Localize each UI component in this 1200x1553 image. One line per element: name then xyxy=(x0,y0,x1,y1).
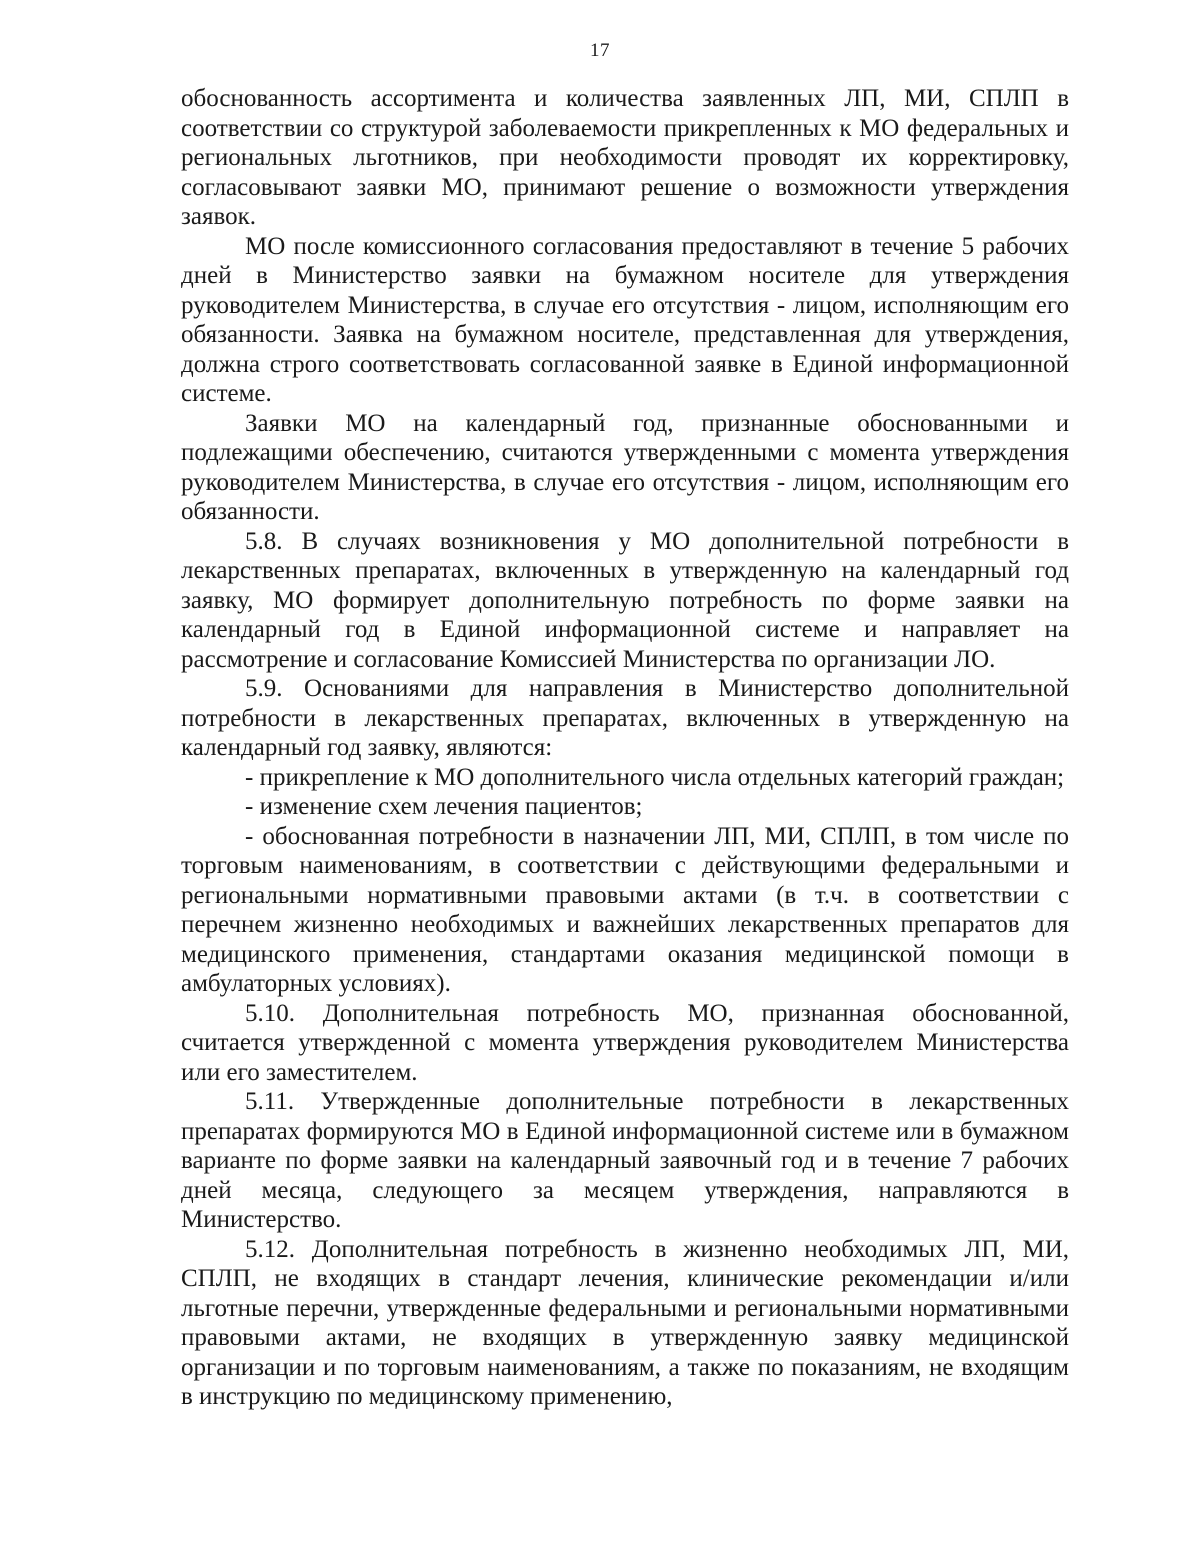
paragraph-submission: МО после комиссионного согласования предоставляют в течение 5 рабочих дней в Министерство заявки на бумажном носителе для утверждения руководителем Министерства, в случае его отсутствия - лицом, исполняющим его обязанности. Заявка на бумажном носителе, представленная для утверждения, должна строго соответствовать согласованной заявке в Единой информационной системе. xyxy=(181,232,1069,407)
paragraph-5-9: 5.9. Основаниями для направления в Министерство дополнительной потребности в лекарственных препаратах, включенных в утвержденную на календарный год заявку, являются: xyxy=(181,675,1069,761)
paragraph-5-8: 5.8. В случаях возникновения у МО дополнительной потребности в лекарственных препаратах, включенных в утвержденную на календарный год заявку, МО формирует дополнительную потребность по форме заявки на календарный год в Единой информационной системе и направляет на рассмотрение и согласование Комиссией Министерства по организации ЛО. xyxy=(181,527,1069,673)
paragraph-5-12: 5.12. Дополнительная потребность в жизненно необходимых ЛП, МИ, СПЛП, не входящих в стандарт лечения, клинические рекомендации и/или льготные перечни, утвержденные федеральными и региональными нормативными правовыми актами, не входящих в утвержденную заявку медицинской организации и по торговым наименованиям, а также по показаниям, не входящим в инструкцию по медицинскому применению, xyxy=(181,1235,1069,1410)
paragraph-continuation: обоснованность ассортимента и количества заявленных ЛП, МИ, СПЛП в соответствии со структурой заболеваемости прикрепленных к МО федеральных и региональных льготников, при необходимости проводят их корректировку, согласовывают заявки МО, принимают решение о возможности утверждения заявок. xyxy=(181,85,1069,230)
list-item-treatment-change: - изменение схем лечения пациентов; xyxy=(245,793,643,820)
paragraph-approval: Заявки МО на календарный год, признанные обоснованными и подлежащими обеспечению, считаются утвержденными с момента утверждения руководителем Министерства, в случае его отсутствия - лицом, исполняющим его обязанности. xyxy=(181,409,1069,525)
list-item-justified-need: - обоснованная потребности в назначении ЛП, МИ, СПЛП, в том числе по торговым наименованиям, в соответствии с действующими федеральными и региональными нормативными правовыми актами (в т.ч. в соответствии с перечнем жизненно необходимых и важнейших лекарственных препаратов для медицинского применения, стандартами оказания медицинской помощи в амбулаторных условиях). xyxy=(181,822,1069,997)
paragraph-5-11: 5.11. Утвержденные дополнительные потребности в лекарственных препаратах формируются МО в Единой информационной системе или в бумажном варианте по форме заявки на календарный заявочный год и в течение 7 рабочих дней месяца, следующего за месяцем утверждения, направляются в Министерство. xyxy=(181,1088,1069,1233)
page-number: 17 xyxy=(590,40,610,61)
document-body xyxy=(181,84,1069,1412)
list-item-attachment: - прикрепление к МО дополнительного числа отдельных категорий граждан; xyxy=(245,763,1065,791)
paragraph-5-10: 5.10. Дополнительная потребность МО, признанная обоснованной, считается утвержденной с момента утверждения руководителем Министерства или его заместителем. xyxy=(181,999,1069,1086)
